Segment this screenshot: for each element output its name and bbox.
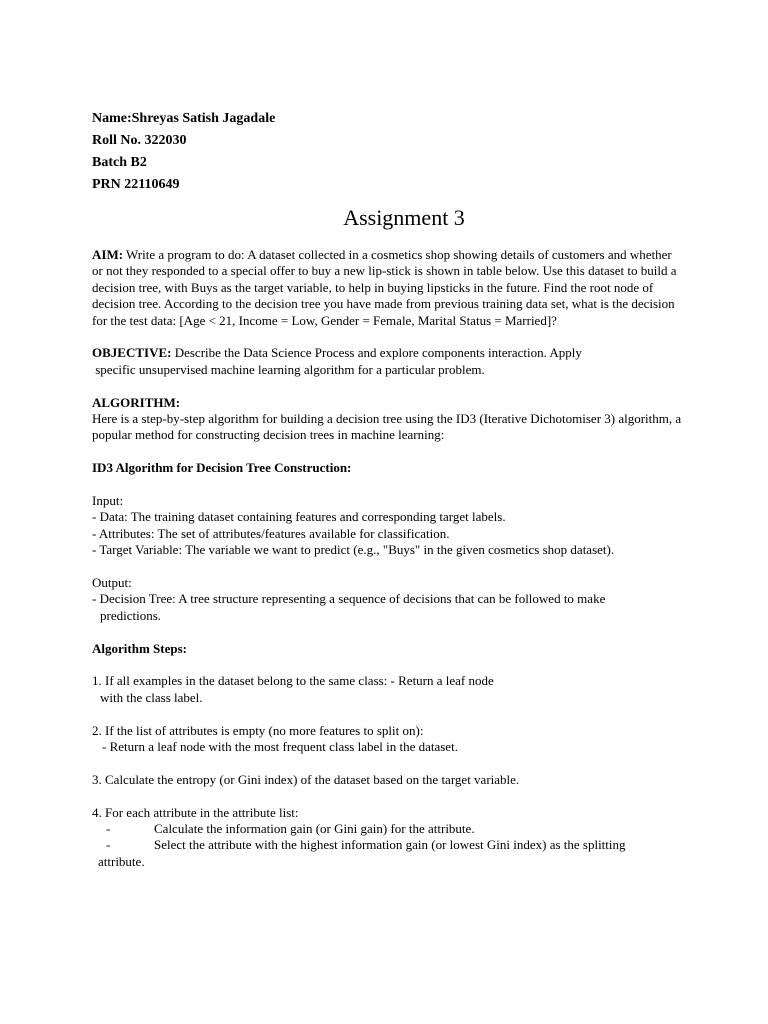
steps-heading: Algorithm Steps: (92, 640, 187, 656)
aim-label: AIM: (92, 247, 124, 262)
step-2-line-2: - Return a leaf node with the most frequent class label in the dataset. (102, 739, 458, 755)
step-1-line-1: 1. If all examples in the dataset belong to the same class: - Return a leaf node (92, 673, 494, 689)
input-item-target: - Target Variable: The variable we want to predict (e.g., "Buys" in the given cosmetics shop dataset). (92, 542, 615, 558)
aim-paragraph (92, 247, 682, 329)
document-content (92, 108, 682, 870)
step-4-sub-text: Calculate the information gain (or Gini gain) for the attribute. (154, 821, 475, 837)
input-item-attributes: - Attributes: The set of attributes/features available for classification. (92, 525, 450, 541)
algorithm-label: ALGORITHM: (92, 394, 181, 410)
input-item-data: - Data: The training dataset containing features and corresponding target labels. (92, 509, 506, 525)
objective-text-1: Describe the Data Science Process and explore components interaction. Apply (171, 345, 582, 361)
step-1 (92, 673, 682, 706)
output-line-1: - Decision Tree: A tree structure representing a sequence of decisions that can be followed to make (92, 591, 606, 607)
output-section (92, 575, 682, 624)
step-1-line-2: with the class label. (100, 689, 203, 705)
objective-paragraph (92, 345, 682, 378)
step-4-sub-item (92, 837, 682, 853)
dash-bullet: - (106, 837, 111, 853)
step-2-line-1: 2. If the list of attributes is empty (no more features to split on): (92, 722, 424, 738)
algorithm-section (92, 395, 682, 444)
batch: Batch B2 (92, 155, 147, 170)
step-2 (92, 723, 682, 756)
aim-text: Write a program to do: A dataset collected in a cosmetics shop showing details of customers and whether or not they responded to a special offer to buy a new lip-stick is shown in table below. Use this dataset to build a decision tree, with Buys as the target variable, to help in buying lipsticks in the future. Find the root node of decision tree. According to the decision tree you have made from previous training data set, what is the decision for the test data: [Age < 21, Income = Low, Gender = Female, Marital Status = Married]? (92, 247, 677, 328)
prn: PRN 22110649 (92, 177, 180, 192)
objective-line-1 (92, 345, 682, 361)
output-label: Output: (92, 575, 132, 591)
algorithm-intro: Here is a step-by-step algorithm for building a decision tree using the ID3 (Iterative Dichotomiser 3) algorithm, a popular method for constructing decision trees in machine learning: (92, 411, 682, 443)
step-3: 3. Calculate the entropy (or Gini index) of the dataset based on the target variable. (92, 771, 520, 787)
dash-bullet: - (106, 821, 111, 837)
objective-line-2: specific unsupervised machine learning algorithm for a particular problem. (92, 361, 485, 377)
input-label: Input: (92, 493, 124, 509)
objective-label: OBJECTIVE: (92, 345, 172, 361)
student-name: Name:Shreyas Satish Jagadale (92, 111, 276, 126)
step-4-sub-item (92, 821, 682, 837)
output-line-2: predictions. (100, 607, 162, 623)
step-4 (92, 805, 682, 871)
page-title: Assignment 3 (343, 205, 465, 230)
step-4-tail: attribute. (98, 853, 145, 869)
step-4-line-1: 4. For each attribute in the attribute list: (92, 804, 299, 820)
step-4-sub-text: Select the attribute with the highest information gain (or lowest Gini index) as the splitting (154, 837, 626, 853)
roll-number: Roll No. 322030 (92, 133, 187, 148)
id3-heading: ID3 Algorithm for Decision Tree Construction: (92, 460, 352, 476)
input-section (92, 493, 682, 559)
